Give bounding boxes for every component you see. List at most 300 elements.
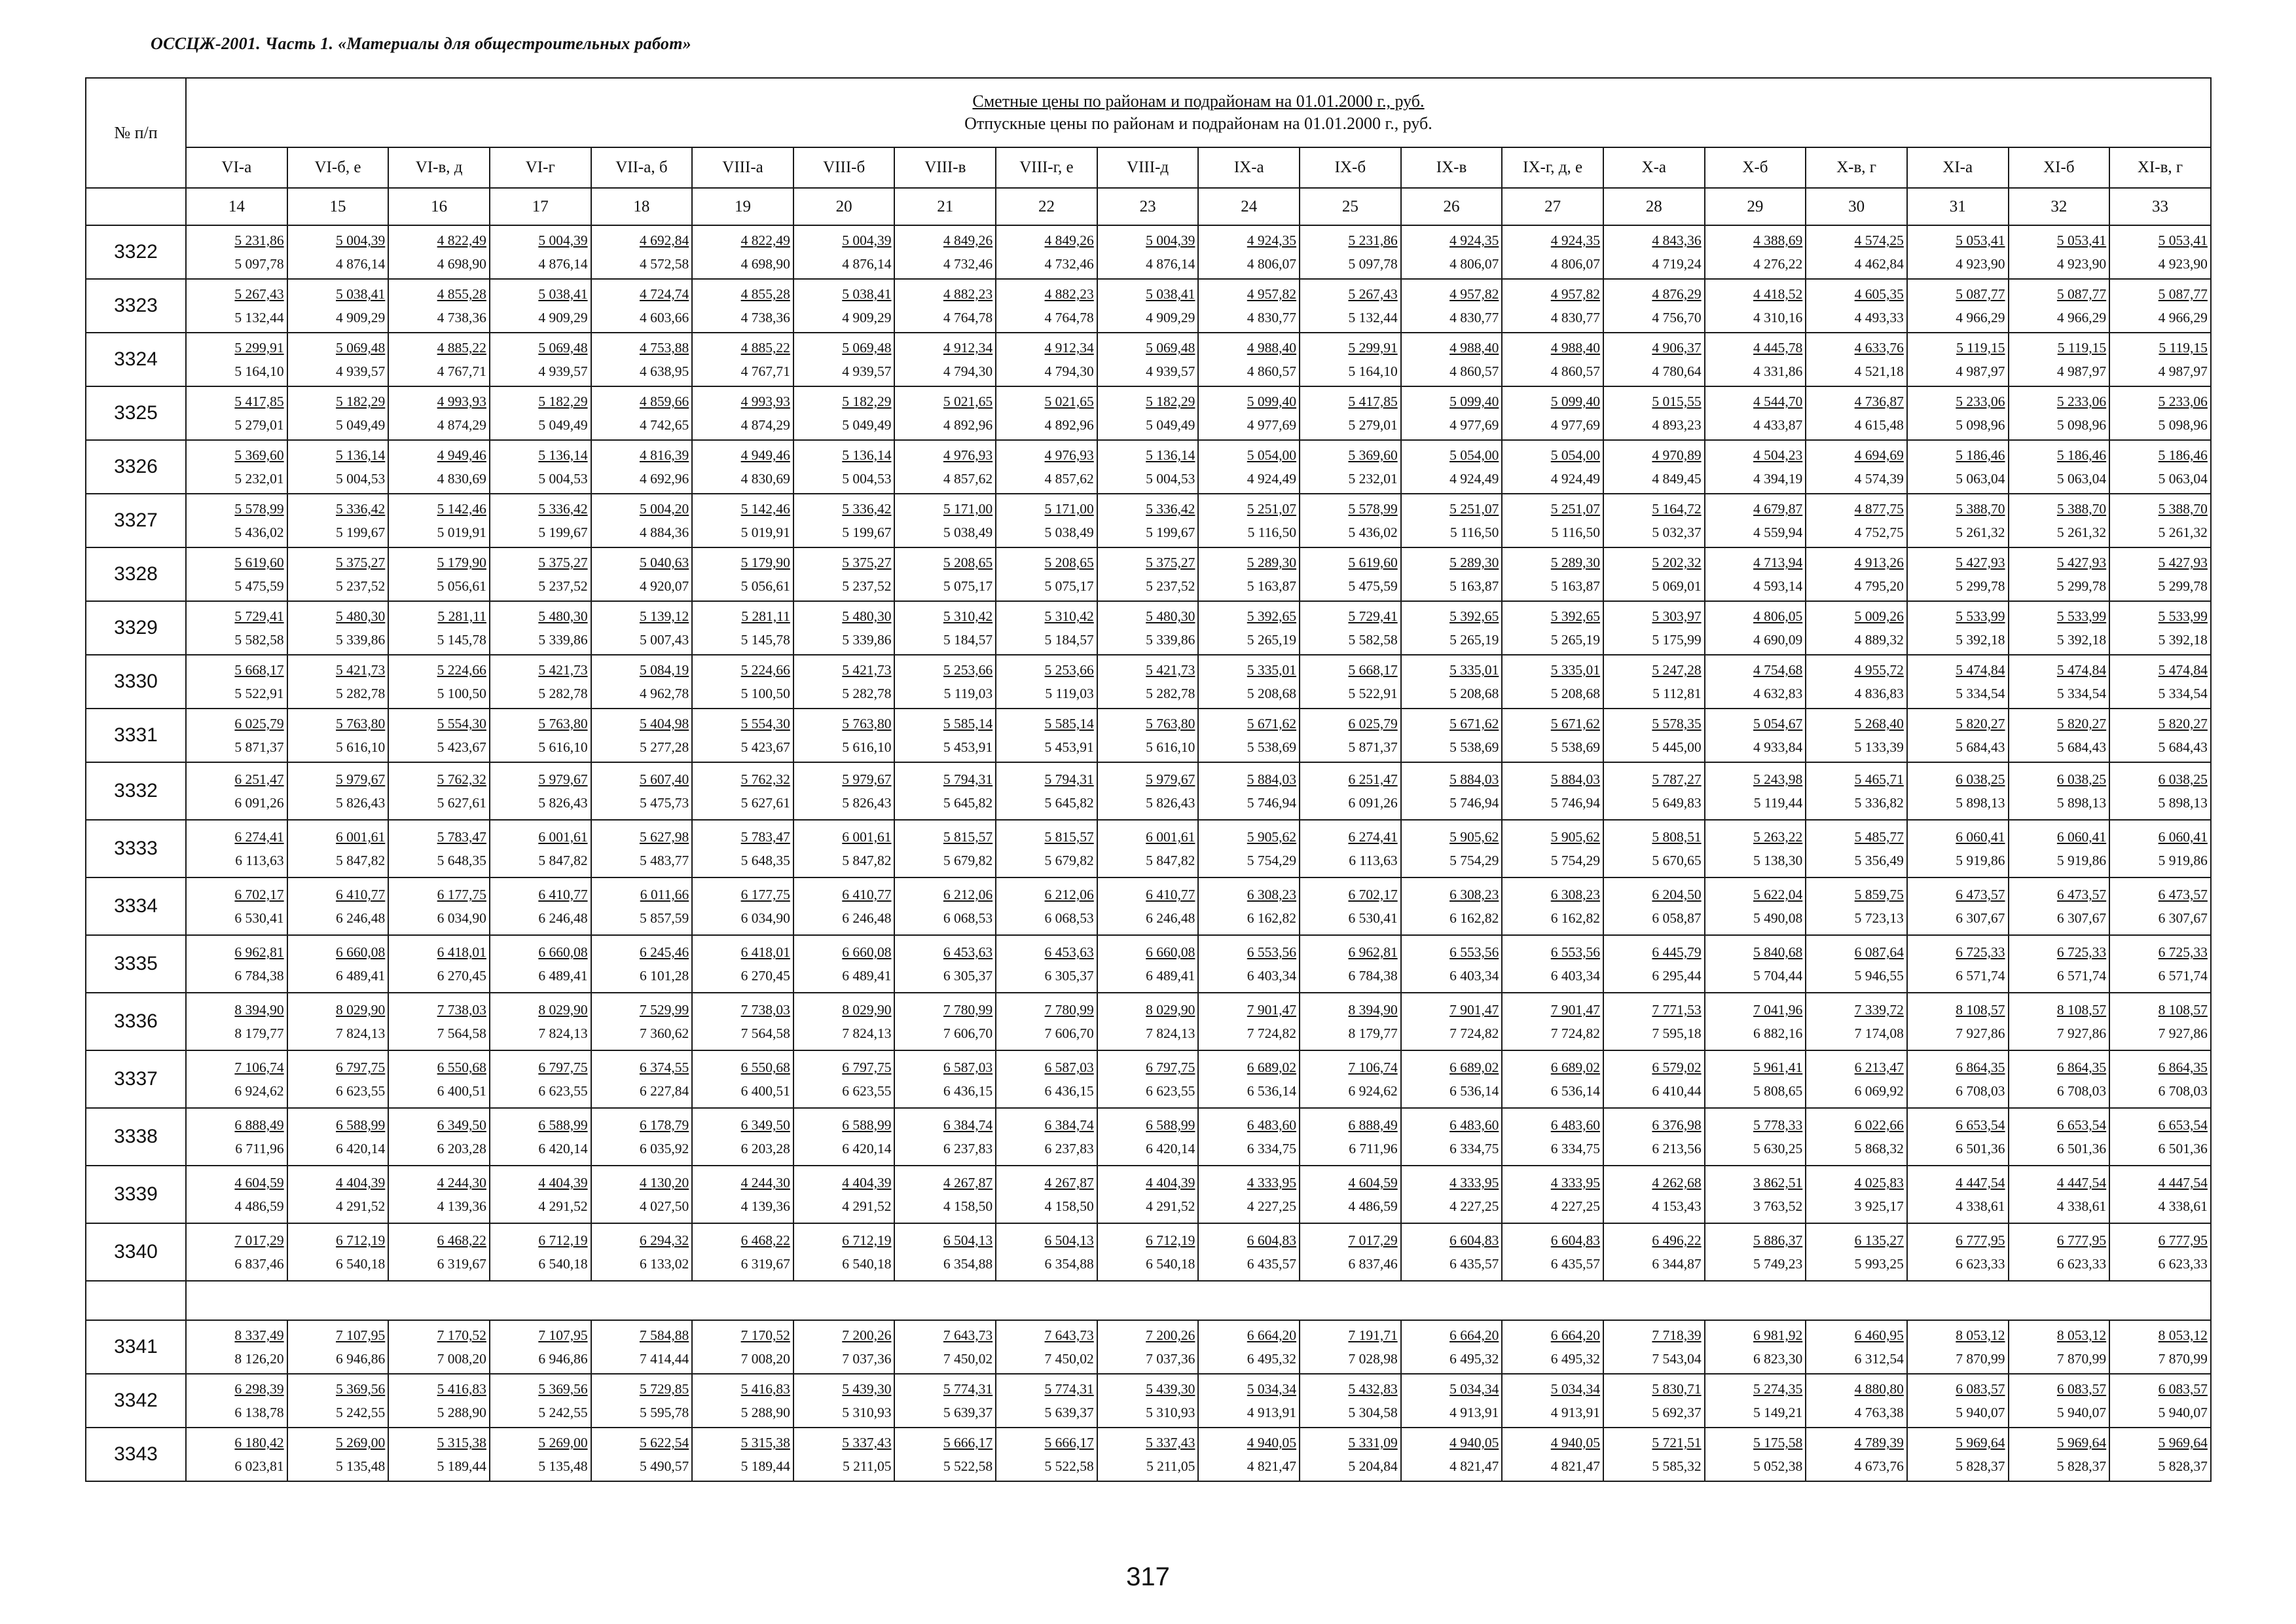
release-price: 5 004,53 [842,471,892,487]
estimate-price: 5 622,04 [1753,887,1803,902]
price-cell [894,1050,996,1108]
estimate-price: 5 224,66 [740,662,790,678]
column-number: 15 [287,188,389,225]
price-cell [1401,601,1503,655]
price-cell [1603,386,1705,440]
estimate-price: 4 724,74 [639,286,689,302]
estimate-price: 6 660,08 [336,944,386,960]
price-cell [186,762,287,820]
estimate-price: 7 170,52 [437,1327,486,1343]
release-price: 6 113,63 [1349,853,1398,868]
price-cell [1097,601,1199,655]
release-price: 4 913,91 [1550,1405,1600,1420]
release-price: 5 189,44 [740,1458,790,1474]
price-cell [2009,601,2110,655]
estimate-price: 5 231,86 [234,232,284,248]
price-cell [2009,386,2110,440]
estimate-price: 4 605,35 [1854,286,1904,302]
estimate-price: 4 940,05 [1247,1435,1297,1450]
price-cell [591,709,693,762]
estimate-price: 6 504,13 [1044,1232,1094,1248]
estimate-price: 5 969,64 [2158,1435,2208,1450]
release-price: 5 919,86 [2158,853,2208,868]
release-price: 4 572,58 [639,256,689,272]
estimate-price: 6 087,64 [1854,944,1904,960]
release-price: 6 035,92 [639,1141,689,1156]
release-price: 5 288,90 [740,1405,790,1420]
release-price: 5 261,32 [1956,525,2005,540]
price-cell [1300,1374,1401,1428]
district-header: VI-г [490,147,591,188]
estimate-price: 4 912,34 [943,340,993,356]
estimate-price: 4 957,82 [1550,286,1600,302]
release-price: 4 876,14 [842,256,892,272]
estimate-price: 7 200,26 [842,1327,892,1343]
estimate-price: 5 099,40 [1247,394,1297,409]
release-price: 6 403,34 [1449,968,1499,984]
release-price: 5 282,78 [842,686,892,701]
estimate-price: 5 421,73 [1146,662,1195,678]
price-cell [287,762,389,820]
price-cell [490,935,591,993]
price-cell [1401,1428,1503,1481]
price-cell [2009,547,2110,601]
price-cell [1502,547,1603,601]
estimate-price: 4 404,39 [1146,1175,1195,1190]
estimate-price: 5 533,99 [2158,608,2208,624]
estimate-price: 5 392,65 [1449,608,1499,624]
release-price: 4 486,59 [234,1198,284,1214]
estimate-price: 5 627,98 [639,829,689,845]
estimate-price: 5 905,62 [1247,829,1297,845]
release-price: 6 270,45 [740,968,790,984]
price-cell [996,877,1097,935]
price-cell [1502,1374,1603,1428]
release-price: 4 139,36 [740,1198,790,1214]
release-price: 5 199,67 [336,525,386,540]
release-price: 7 543,04 [1652,1351,1702,1367]
estimate-price: 6 660,08 [842,944,892,960]
price-cell [894,935,996,993]
estimate-price: 7 041,96 [1753,1002,1803,1018]
price-cell [388,877,490,935]
price-cell [1401,1108,1503,1166]
estimate-price: 6 213,47 [1854,1060,1904,1075]
estimate-price: 5 480,30 [1146,608,1195,624]
release-price: 5 145,78 [437,632,486,648]
price-cell [1603,877,1705,935]
release-price: 6 420,14 [1146,1141,1195,1156]
estimate-price: 5 119,15 [2057,340,2107,356]
release-price: 7 606,70 [943,1025,993,1041]
column-number: 19 [692,188,793,225]
estimate-price: 4 806,05 [1753,608,1803,624]
release-price: 5 483,77 [639,853,689,868]
price-cell [1401,655,1503,709]
price-cell [1198,1428,1300,1481]
estimate-price: 6 653,54 [2158,1117,2208,1133]
release-price: 4 892,96 [943,417,993,433]
estimate-price: 5 142,46 [740,501,790,517]
release-price: 5 339,86 [538,632,588,648]
district-header: VII-а, б [591,147,693,188]
release-price: 5 282,78 [538,686,588,701]
release-price: 5 453,91 [943,739,993,755]
row-number: 3329 [86,601,186,655]
row-number: 3339 [86,1166,186,1223]
estimate-price: 5 038,41 [538,286,588,302]
estimate-price: 5 427,93 [1956,555,2005,570]
price-cell [1603,547,1705,601]
price-cell [186,601,287,655]
release-price-caption: Отпускные цены по районам и подрайонам на 01.01.2000 г., руб. [964,114,1432,133]
release-price: 4 806,07 [1550,256,1600,272]
release-price: 4 338,61 [1956,1198,2005,1214]
estimate-price: 7 106,74 [1348,1060,1398,1075]
price-cell [1705,333,1806,386]
release-price: 4 767,71 [740,363,790,379]
release-price: 5 723,13 [1854,910,1904,926]
release-price: 4 830,77 [1550,310,1600,325]
estimate-price: 4 267,87 [1044,1175,1094,1190]
release-price: 4 913,91 [1247,1405,1297,1420]
estimate-price: 5 208,65 [1044,555,1094,570]
estimate-price: 7 643,73 [943,1327,993,1343]
district-header: VIII-г, е [996,147,1097,188]
release-price: 5 163,87 [1550,578,1600,594]
price-cell [1806,820,1907,877]
price-cell [1806,333,1907,386]
release-price: 4 876,14 [336,256,386,272]
price-cell [186,1050,287,1108]
estimate-price: 5 369,60 [234,447,284,463]
estimate-price: 8 029,90 [1146,1002,1195,1018]
release-price: 4 857,62 [1044,471,1094,487]
release-price: 6 295,44 [1652,968,1702,984]
price-cell [1705,655,1806,709]
estimate-price: 5 186,46 [2158,447,2208,463]
release-price: 5 112,81 [1652,686,1702,701]
table-row [86,225,2211,279]
estimate-price: 6 453,63 [1044,944,1094,960]
price-cell [1907,993,2009,1050]
release-price: 7 360,62 [639,1025,689,1041]
estimate-price: 5 554,30 [740,716,790,731]
price-cell [186,1320,287,1374]
estimate-price: 5 336,42 [336,501,386,517]
price-cell [1401,709,1503,762]
price-cell [591,1108,693,1166]
estimate-price: 6 083,57 [2158,1381,2208,1397]
estimate-price: 5 554,30 [437,716,486,731]
estimate-price: 8 337,49 [234,1327,284,1343]
release-price: 6 540,18 [1146,1256,1195,1272]
estimate-price: 5 179,90 [437,555,486,570]
release-price: 7 450,02 [1044,1351,1094,1367]
price-cell [996,494,1097,547]
estimate-price: 6 001,61 [1146,829,1195,845]
release-price: 5 310,93 [1146,1405,1195,1420]
estimate-price: 8 108,57 [2056,1002,2107,1018]
price-cell [591,494,693,547]
estimate-price: 4 679,87 [1753,501,1803,517]
release-price: 5 582,58 [234,632,284,648]
estimate-price: 5 202,32 [1652,555,1702,570]
estimate-price: 6 177,75 [740,887,790,902]
price-cell [1806,1374,1907,1428]
release-price: 7 927,86 [1956,1025,2005,1041]
estimate-price: 5 533,99 [1956,608,2005,624]
release-price: 5 007,43 [639,632,689,648]
estimate-price: 5 969,64 [2056,1435,2107,1450]
release-price: 6 246,48 [538,910,588,926]
release-price: 5 826,43 [538,795,588,811]
release-price: 5 826,43 [842,795,892,811]
estimate-price: 6 022,66 [1854,1117,1904,1133]
release-price: 5 423,67 [437,739,486,755]
release-price: 5 135,48 [538,1458,588,1474]
estimate-price: 6 797,75 [538,1060,588,1075]
estimate-price: 6 483,60 [1247,1117,1297,1133]
estimate-price: 5 439,30 [1146,1381,1195,1397]
release-price: 4 394,19 [1753,471,1803,487]
release-price: 4 632,83 [1753,686,1803,701]
price-cell [2109,820,2211,877]
release-price: 3 925,17 [1854,1198,1904,1214]
estimate-price: 5 427,93 [2158,555,2208,570]
price-cell [1502,333,1603,386]
estimate-price: 5 015,55 [1652,394,1702,409]
price-cell [1401,1050,1503,1108]
estimate-price: 6 604,83 [1550,1232,1600,1248]
column-number-blank [86,188,186,225]
estimate-price: 5 281,11 [437,608,486,624]
table-row [86,762,2211,820]
estimate-price: 4 906,37 [1652,340,1702,356]
estimate-price: 4 955,72 [1854,662,1904,678]
estimate-price: 4 816,39 [639,447,689,463]
price-cell [1097,333,1199,386]
estimate-price: 7 780,99 [1044,1002,1094,1018]
price-cell [1198,440,1300,494]
price-cell [1097,655,1199,709]
estimate-price: 5 369,60 [1348,447,1398,463]
price-cell [1198,1050,1300,1108]
price-cell [1907,494,2009,547]
release-price: 5 585,32 [1652,1458,1702,1474]
release-price: 4 977,69 [1449,417,1499,433]
release-price: 6 623,55 [538,1083,588,1099]
release-price: 5 004,53 [1146,471,1195,487]
release-price: 4 615,48 [1854,417,1904,433]
price-cell [287,655,389,709]
table-row [86,279,2211,333]
estimate-price: 5 794,31 [943,771,993,787]
release-price: 5 063,04 [2158,471,2208,487]
estimate-price: 6 689,02 [1550,1060,1600,1075]
price-cell [1705,440,1806,494]
estimate-price: 5 787,27 [1652,771,1702,787]
price-cell [388,333,490,386]
release-price: 4 821,47 [1247,1458,1297,1474]
price-cell [1502,655,1603,709]
price-cell [591,993,693,1050]
estimate-price: 5 069,48 [1146,340,1195,356]
estimate-price: 5 310,42 [943,608,993,624]
price-cell [2009,279,2110,333]
price-cell [1198,494,1300,547]
estimate-price: 6 473,57 [1956,887,2005,902]
estimate-price: 5 762,32 [740,771,790,787]
price-cell [1603,1428,1705,1481]
estimate-price: 6 604,83 [1247,1232,1297,1248]
column-number: 32 [2009,188,2110,225]
estimate-price: 5 763,80 [538,716,588,731]
estimate-price: 5 233,06 [2056,394,2107,409]
table-header [86,78,2211,225]
price-cell [287,1428,389,1481]
estimate-price: 6 038,25 [1956,771,2005,787]
price-cell [287,494,389,547]
price-cell [692,877,793,935]
row-number: 3343 [86,1428,186,1481]
estimate-price: 4 504,23 [1753,447,1803,463]
estimate-price: 8 029,90 [336,1002,386,1018]
release-price: 5 132,44 [1348,310,1398,325]
release-price: 4 310,16 [1753,310,1803,325]
estimate-price: 7 643,73 [1044,1327,1094,1343]
release-price: 6 882,16 [1753,1025,1803,1041]
price-cell [1603,1223,1705,1281]
price-cell [1300,1050,1401,1108]
release-price: 6 495,32 [1449,1351,1499,1367]
price-cell [1097,1166,1199,1223]
release-price: 5 868,32 [1854,1141,1904,1156]
estimate-price: 5 820,27 [2056,716,2107,731]
price-cell [793,935,895,993]
release-price: 6 334,75 [1550,1141,1600,1156]
estimate-price: 6 702,17 [234,887,284,902]
estimate-price: 5 171,00 [1044,501,1094,517]
row-number: 3322 [86,225,186,279]
estimate-price: 5 289,30 [1247,555,1297,570]
price-cell [1907,1223,2009,1281]
release-price: 5 847,82 [1146,853,1195,868]
estimate-price: 6 001,61 [336,829,386,845]
estimate-price: 5 054,00 [1449,447,1499,463]
release-price: 7 870,99 [2158,1351,2208,1367]
estimate-price: 6 349,50 [437,1117,486,1133]
row-number: 3326 [86,440,186,494]
price-cell [1097,762,1199,820]
price-cell [894,333,996,386]
price-cell [2009,993,2110,1050]
price-cell [490,386,591,440]
estimate-price: 6 712,19 [336,1232,386,1248]
release-price: 7 870,99 [2056,1351,2107,1367]
estimate-price: 4 957,82 [1247,286,1297,302]
estimate-price: 5 289,30 [1449,555,1499,570]
price-cell [894,494,996,547]
release-price: 7 870,99 [1956,1351,2005,1367]
price-cell [1603,1108,1705,1166]
price-cell [1198,820,1300,877]
column-number: 22 [996,188,1097,225]
estimate-price: 5 421,73 [538,662,588,678]
release-price: 4 876,14 [1146,256,1195,272]
estimate-price: 5 136,14 [842,447,892,463]
price-cell [490,1108,591,1166]
release-price: 7 008,20 [437,1351,486,1367]
price-cell [894,440,996,494]
estimate-price: 6 251,47 [1348,771,1398,787]
estimate-price: 6 483,60 [1449,1117,1499,1133]
release-price: 6 501,36 [2158,1141,2208,1156]
estimate-price: 4 418,52 [1753,286,1803,302]
price-cell [793,1108,895,1166]
release-price: 5 490,57 [639,1458,689,1474]
price-cell [287,601,389,655]
price-cell [1907,877,2009,935]
price-cell [1198,547,1300,601]
price-cell [1705,1223,1806,1281]
estimate-price: 6 468,22 [437,1232,486,1248]
table-row [86,1108,2211,1166]
release-price: 5 163,87 [1449,578,1499,594]
release-price: 4 939,57 [336,363,386,379]
release-price: 5 919,86 [2056,853,2107,868]
release-price: 6 400,51 [740,1083,790,1099]
estimate-price: 5 263,22 [1753,829,1803,845]
release-price: 5 392,18 [1956,632,2005,648]
estimate-price: 4 753,88 [639,340,689,356]
price-cell [1603,1374,1705,1428]
release-price: 5 204,84 [1348,1458,1398,1474]
estimate-price: 4 885,22 [437,340,486,356]
release-price: 4 977,69 [1247,417,1297,433]
release-price: 6 530,41 [1348,910,1398,926]
estimate-price: 5 465,71 [1854,771,1904,787]
price-cell [996,386,1097,440]
estimate-price: 6 689,02 [1449,1060,1499,1075]
release-price: 5 116,50 [1551,525,1600,540]
price-cell [1907,547,2009,601]
estimate-price: 6 777,95 [2158,1232,2208,1248]
estimate-price: 5 224,66 [437,662,486,678]
release-price: 4 756,70 [1652,310,1702,325]
price-cell [2009,440,2110,494]
price-cell [894,225,996,279]
estimate-price: 4 333,95 [1247,1175,1297,1190]
price-cell [490,547,591,601]
release-price: 4 719,24 [1652,256,1702,272]
release-price: 5 746,94 [1247,795,1297,811]
estimate-price: 5 421,73 [336,662,386,678]
estimate-price: 4 333,95 [1550,1175,1600,1190]
estimate-price: 5 053,41 [1956,232,2005,248]
estimate-price: 5 119,15 [2159,340,2208,356]
price-cell [2109,440,2211,494]
release-price: 6 489,41 [1146,968,1195,984]
price-cell [1502,762,1603,820]
price-cell [894,993,996,1050]
district-header: XI-а [1907,147,2009,188]
estimate-price: 5 480,30 [336,608,386,624]
row-number: 3334 [86,877,186,935]
release-price: 5 616,10 [1146,739,1195,755]
price-cell [2009,1428,2110,1481]
estimate-price: 6 483,60 [1550,1117,1600,1133]
